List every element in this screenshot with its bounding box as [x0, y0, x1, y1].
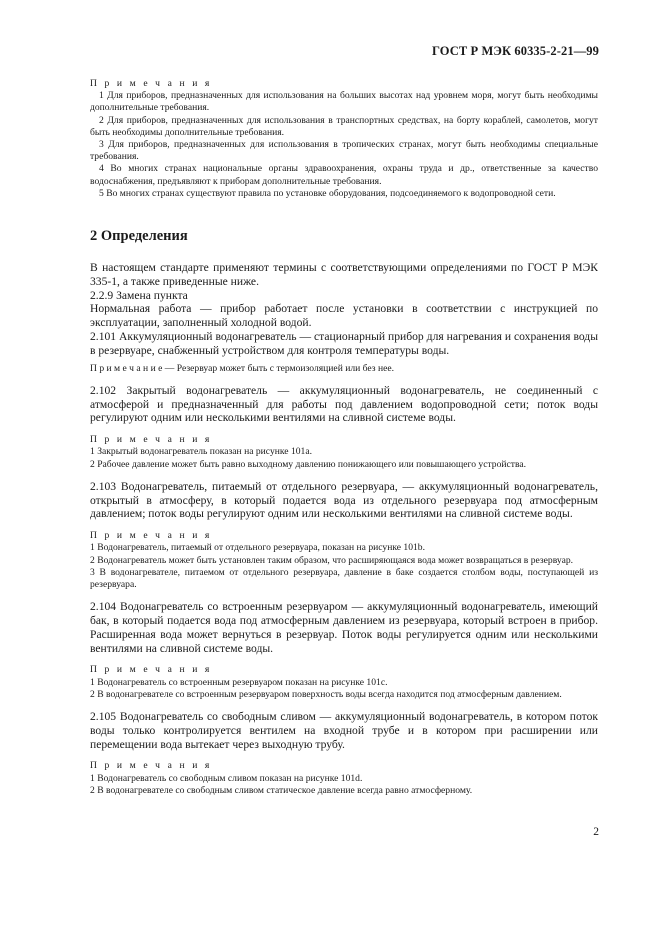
notes-label: П р и м е ч а н и я [90, 664, 212, 676]
paragraph-2-104: 2.104 Водонагреватель со встроенным резервуаром — аккумуляционный водонагреватель, имеющий бак, в который подается вода под атмосферным давлением из резервуара, который встроен в прибор. Расширенная вода может вернуться в резервуар. Поток воды регулируется одним или несколькими вентилями на сливной системе воды. [90, 600, 598, 655]
note-item: 3 Для приборов, предназначенных для использования в тропических странах, могут быть необходимы специальные требования. [90, 139, 598, 163]
note-item: 1 Закрытый водонагреватель показан на рисунке 101a. [90, 446, 312, 458]
page-number: 2 [593, 826, 599, 838]
notes-label: П р и м е ч а н и я [90, 78, 212, 89]
note-item: 1 Водонагреватель, питаемый от отдельного резервуара, показан на рисунке 101b. [90, 542, 425, 554]
notes-block-2-103 [90, 530, 598, 591]
notes-block-2-102 [90, 434, 598, 471]
notes-block-2-104 [90, 664, 598, 701]
paragraph-2-105: 2.105 Водонагреватель со свободным сливом — аккумуляционный водонагреватель, в котором поток воды только контролируется вентилем на входной трубе и в котором при расширении или перемещении вода вытекает через выходную трубу. [90, 710, 598, 751]
note-item: 2 В водонагревателе со свободным сливом статическое давление всегда равно атмосферному. [90, 784, 473, 796]
notes-label: П р и м е ч а н и я [90, 434, 212, 446]
document-code-header: ГОСТ Р МЭК 60335-2-21—99 [432, 44, 599, 58]
note-item: 2 В водонагревателе со встроенным резервуаром поверхность воды всегда находится под атмосферным давлением. [90, 688, 562, 700]
paragraph-2-101: 2.101 Аккумуляционный водонагреватель — стационарный прибор для нагревания и сохранения воды в резервуаре, снабженный устройством для контроля температуры воды. [90, 330, 598, 357]
note-item: 1 Водонагреватель со свободным сливом показан на рисунке 101d. [90, 772, 363, 784]
section-title: 2 Определения [90, 228, 188, 245]
note-2-101: П р и м е ч а н и е — Резервуар может быть с термоизоляцией или без нее. [90, 362, 395, 374]
paragraph-2-2-9: 2.2.9 Замена пункта [90, 288, 188, 302]
notes-block-2-105 [90, 760, 598, 797]
note-item: 1 Для приборов, предназначенных для использования на больших высотах над уровнем моря, могут быть необходимы дополнительные требования. [90, 90, 598, 114]
paragraph-2-102: 2.102 Закрытый водонагреватель — аккумуляционный водонагреватель, не соединенный с атмосферой и предназначенный для работы под давлением водопроводной сети; поток воды регулируют одним или несколькими вентилями на сливной системе воды. [90, 383, 598, 425]
page-content [90, 78, 598, 797]
paragraph-2-103: 2.103 Водонагреватель, питаемый от отдельного резервуара, — аккумуляционный водонагреватель, открытый в атмосферу, в который подается вода из отдельного резервуара под атмосферным давлением; поток воды регулируют одним или несколькими вентилями на сливной системе воды. [90, 479, 598, 521]
notes-label: П р и м е ч а н и я [90, 760, 212, 772]
note-item: 3 В водонагревателе, питаемом от отдельного резервуара, давление в баке создается столбом воды, поступающей из резервуара. [90, 566, 598, 591]
notes-block-scope [90, 78, 598, 200]
note-item: 2 Водонагреватель может быть установлен таким образом, что расширяющаяся вода может возвращаться в резервуар. [90, 554, 574, 566]
note-item: 4 Во многих странах национальные органы здравоохранения, охраны труда и др., ответственные за качество водоснабжения, предъявляют к приборам дополнительные требования. [90, 163, 598, 187]
notes-label: П р и м е ч а н и я [90, 530, 212, 542]
note-item: 5 Во многих странах существуют правила по установке оборудования, подсоединяемого к водопроводной сети. [99, 187, 556, 199]
note-item: 2 Рабочее давление может быть равно выходному давлению понижающего или повышающего устройства. [90, 458, 527, 470]
note-item: 2 Для приборов, предназначенных для использования в транспортных средствах, на борту кораблей, самолетов, могут быть необходимы дополнительные требования. [90, 114, 598, 138]
paragraph-intro: В настоящем стандарте применяют термины с соответствующими определениями по ГОСТ Р МЭК 335-1, а также приведенные ниже. [90, 261, 598, 288]
paragraph-normal-operation: Нормальная работа — прибор работает после установки в соответствии с инструкцией по эксплуатации, заполненный холодной водой. [90, 302, 598, 330]
note-item: 1 Водонагреватель со встроенным резервуаром показан на рисунке 101c. [90, 676, 388, 688]
